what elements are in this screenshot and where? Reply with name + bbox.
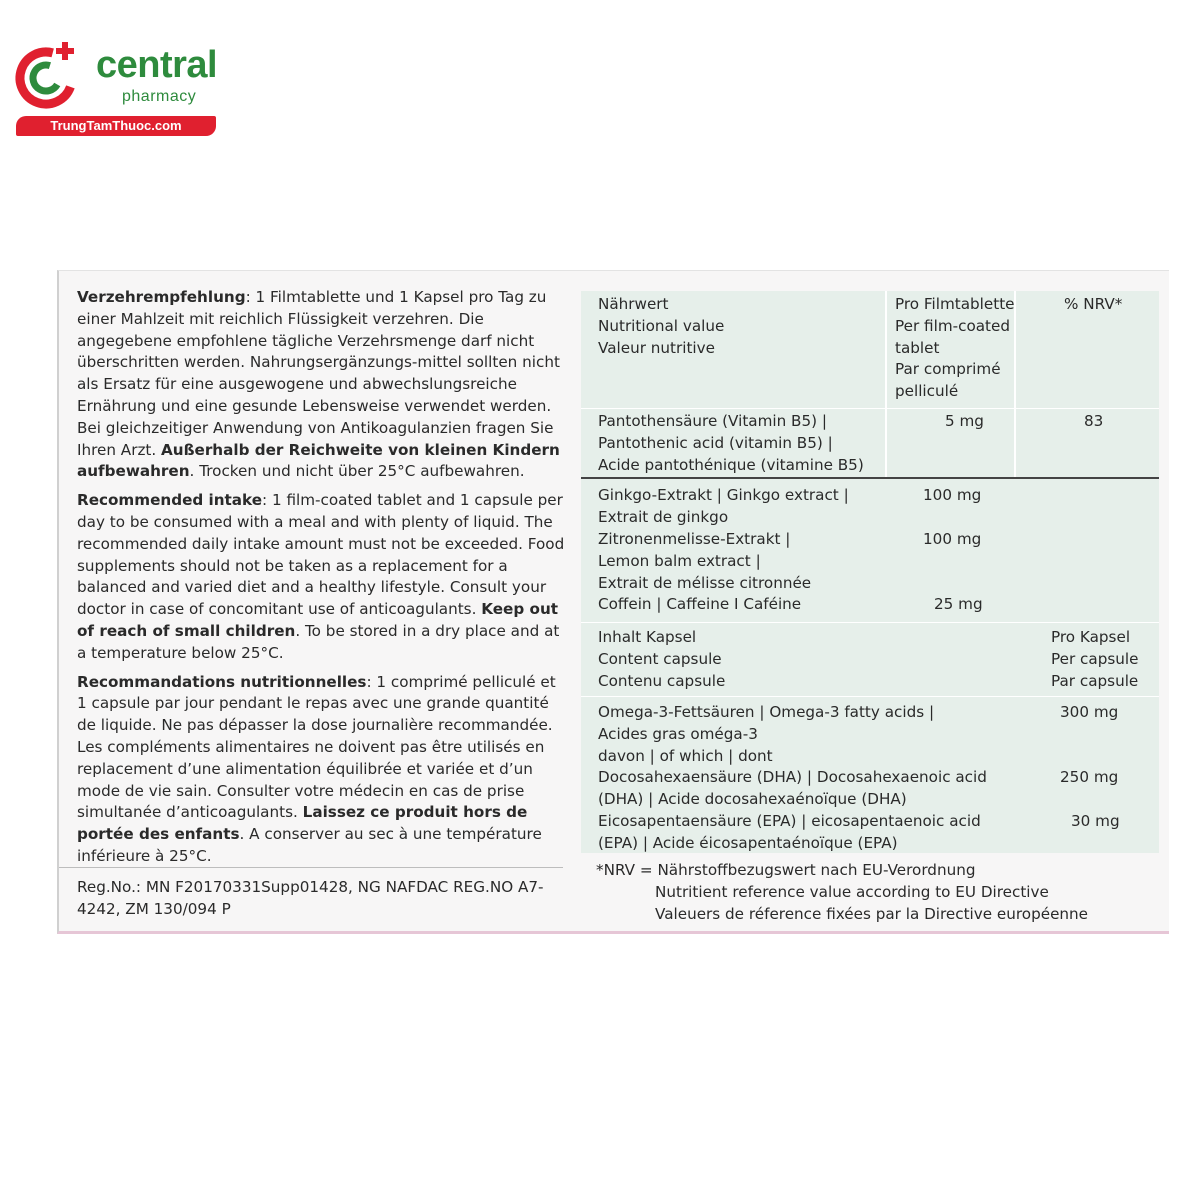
english-heading: Recommended intake bbox=[77, 491, 263, 510]
vitamin-b5-amount: 5 mg bbox=[945, 412, 984, 430]
name-line: Lemon balm extract | bbox=[598, 551, 761, 570]
nrv-footnote-2: Nutritient reference value according to EU Directive bbox=[655, 883, 1049, 901]
header-line: Content capsule bbox=[598, 649, 722, 668]
capsule-header-per-capsule bbox=[1051, 627, 1138, 692]
lemon-balm-name bbox=[598, 529, 811, 594]
header-nutritional-value bbox=[598, 294, 724, 359]
package-back-panel bbox=[57, 270, 1169, 934]
header-line: tablet bbox=[895, 338, 940, 357]
vitamin-b5-name bbox=[598, 411, 864, 476]
german-body: : 1 Filmtablette und 1 Kapsel pro Tag zu einer Mahlzeit mit reichlich Flüssigkeit verzehren. Die angegebene empfohlene tägliche Verzehrsmenge darf nicht überschritten werden. Nahrungsergänzungs-mittel sollten nicht als Ersatz für eine ausgewogene und abwechslungsreiche Ernährung und eine gesunde Lebensweise verwendet werden. Bei gleichzeitiger Anwendung von Antikoagulanzien fragen Sie Ihren Arzt. bbox=[77, 288, 560, 459]
header-line: Pro Filmtablette bbox=[895, 295, 1015, 313]
german-heading: Verzehrempfehlung bbox=[77, 288, 246, 306]
divider bbox=[59, 867, 563, 868]
name-line: Docosahexaensäure (DHA) | Docosahexaenoic acid bbox=[598, 768, 987, 786]
row-divider bbox=[581, 696, 1159, 697]
pharmacy-logo bbox=[10, 36, 220, 136]
german-instructions bbox=[77, 287, 567, 483]
caffeine-amount: 25 mg bbox=[934, 595, 983, 613]
row-divider bbox=[581, 408, 1159, 409]
english-instructions bbox=[77, 490, 567, 664]
dha-name bbox=[598, 767, 987, 811]
english-body: : 1 film-coated tablet and 1 capsule per day to be consumed with a meal and with plenty of liquid. The recommended daily intake amount must not be exceeded. Food supplements should not be taken as a replacement for a balanced and varied diet and a healthy lifestyle. Consult your doctor in case of concomitant use of anticoagulants. bbox=[77, 491, 565, 619]
section-divider bbox=[581, 477, 1159, 479]
header-line: Inhalt Kapsel bbox=[598, 628, 697, 646]
header-line: Par comprimé bbox=[895, 360, 1001, 379]
french-instructions bbox=[77, 672, 567, 868]
german-warning: Außerhalb der Reichweite von kleinen Kindern aufbewahren bbox=[77, 440, 560, 481]
header-line: Par capsule bbox=[1051, 671, 1139, 690]
column-divider bbox=[885, 291, 887, 477]
french-warning: Laissez ce produit hors de portée des enfants bbox=[77, 803, 528, 844]
caffeine-name: Coffein | Caffeine I Caféine bbox=[598, 595, 802, 613]
header-line: Valeur nutritive bbox=[598, 338, 715, 357]
logo-subtitle: pharmacy bbox=[122, 88, 197, 105]
name-line: Ginkgo-Extrakt | Ginkgo extract | bbox=[598, 486, 849, 504]
name-line: Acides gras oméga-3 bbox=[598, 724, 758, 743]
french-body: : 1 comprimé pelliculé et 1 capsule par jour pendant le repas avec une grande quantité de liquide. Ne pas dépasser la dose journalière recommandée. Les compléments alimentaires ne doivent pas être utilisés en replacement d’une alimentation équilibrée et variée et d’un mode de vie sain. Consulter votre médecin en cas de prise simultanée d’anticoagulants. bbox=[77, 672, 556, 822]
of-which-label: davon | of which | dont bbox=[598, 747, 773, 765]
header-per-tablet bbox=[895, 294, 1015, 403]
header-line: pelliculé bbox=[895, 382, 959, 401]
header-line: Pro Kapsel bbox=[1051, 628, 1131, 646]
french-storage: . A conserver au sec à une température inférieure à 25°C. bbox=[77, 825, 542, 865]
ginkgo-amount: 100 mg bbox=[923, 486, 982, 504]
central-logo-icon bbox=[10, 36, 90, 116]
header-line: Nährwert bbox=[598, 295, 669, 313]
header-line: Per capsule bbox=[1051, 649, 1139, 668]
omega3-amount: 300 mg bbox=[1060, 703, 1119, 721]
header-line: Per film-coated bbox=[895, 316, 1010, 335]
name-line: Eicosapentaensäure (EPA) | eicosapentaenoic acid bbox=[598, 812, 981, 830]
row-divider bbox=[581, 622, 1159, 623]
logo-name: central bbox=[96, 44, 218, 86]
lemon-balm-amount: 100 mg bbox=[923, 530, 982, 548]
epa-amount: 30 mg bbox=[1071, 812, 1120, 830]
name-line: Pantothensäure (Vitamin B5) | bbox=[598, 412, 828, 430]
usage-text-column bbox=[77, 287, 567, 875]
dha-amount: 250 mg bbox=[1060, 768, 1119, 786]
german-storage: . Trocken und nicht über 25°C aufbewahren. bbox=[189, 462, 525, 481]
french-heading: Recommandations nutritionnelles bbox=[77, 672, 367, 691]
registration-number: Reg.No.: MN F20170331Supp01428, NG NAFDAC REG.NO A7-4242, ZM 130/094 P bbox=[77, 878, 544, 918]
name-line: (DHA) | Acide docosahexaénoïque (DHA) bbox=[598, 789, 907, 808]
name-line: Acide pantothénique (vitamine B5) bbox=[598, 455, 864, 474]
english-warning: Keep out of reach of small children bbox=[77, 600, 559, 640]
english-storage: . To be stored in a dry place and at a temperature below 25°C. bbox=[77, 621, 560, 662]
epa-name bbox=[598, 811, 981, 855]
logo-url-banner: TrungTamThuoc.com bbox=[16, 116, 216, 136]
capsule-header-content bbox=[598, 627, 725, 692]
header-line: Contenu capsule bbox=[598, 671, 726, 690]
vitamin-b5-nrv: 83 bbox=[1084, 412, 1104, 430]
header-line: Nutritional value bbox=[598, 316, 725, 335]
name-line: Extrait de ginkgo bbox=[598, 507, 729, 526]
name-line: Omega-3-Fettsäuren | Omega-3 fatty acids | bbox=[598, 703, 935, 721]
nrv-footnote-1: *NRV = Nährstoffbezugswert nach EU-Verordnung bbox=[596, 861, 976, 879]
nrv-footnote-3: Valeuers de réference fixées par la Directive européenne bbox=[655, 905, 1089, 923]
name-line: Pantothenic acid (vitamin B5) | bbox=[598, 433, 833, 452]
omega3-name bbox=[598, 702, 934, 746]
name-line: Extrait de mélisse citronnée bbox=[598, 573, 812, 592]
name-line: (EPA) | Acide éicosapentaénoïque (EPA) bbox=[598, 833, 898, 852]
header-nrv: % NRV* bbox=[1064, 295, 1123, 313]
ginkgo-name bbox=[598, 485, 849, 529]
nutrition-table bbox=[581, 291, 1159, 853]
name-line: Zitronenmelisse-Extrakt | bbox=[598, 530, 791, 548]
